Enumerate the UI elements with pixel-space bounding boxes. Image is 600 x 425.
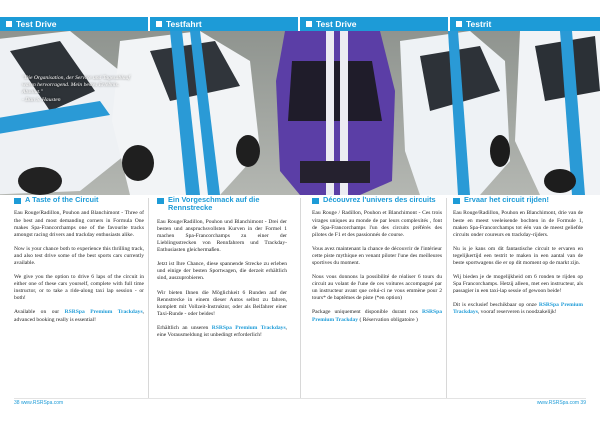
availability-paragraph: [14, 309, 144, 323]
column-divider: [300, 198, 301, 398]
body-paragraph: Nu is je kans om dit fantastische circuit te ervaren en tegelijkertijd een testrit te maken in een aantal van de beste sportwagens die er op dit moment op de markt zijn.: [453, 245, 583, 266]
square-bullet-icon: [306, 21, 312, 27]
column-french: [312, 196, 442, 324]
brand-name: RSRSpa Premium Trackdays: [453, 302, 584, 316]
body-paragraph: Vous avez maintenant la chance de découvrir de l'intérieur cette piste mythique en venant piloter l'une des meilleures sportives du moment.: [312, 245, 442, 266]
body-paragraph: Nous vous donnons la possibilité de réaliser 6 tours du circuit au volant de l'une de ces voitures accompagné par un instructeur avant que celui-ci ne vous emmène pour 2 tours* de baptêmes de piste (*en option): [312, 274, 442, 302]
availability-paragraph: [157, 325, 287, 339]
body-paragraph: Eau Rouge/Radillon, Pouhon and Blanchimont - Three of the best and most demanding corners in Formula One makes Spa-Francorchamps one of the favourite tracks amongst racing drivers and trackday enthusiasts alike.: [14, 210, 144, 238]
availability-suffix: , vooraf reserveren is noodzakelijk!: [477, 309, 557, 316]
white-car-2: [112, 31, 260, 195]
square-bullet-icon: [456, 21, 462, 27]
header-cell-dutch: [450, 17, 600, 31]
header-cell-french: [300, 17, 450, 31]
availability-prefix: Available on our: [14, 309, 60, 316]
square-bullet-icon: [156, 21, 162, 27]
header-label: Test Drive: [16, 19, 57, 29]
column-title: A Taste of the Circuit: [14, 196, 144, 204]
square-bullet-icon: [6, 21, 12, 27]
availability-prefix: Package uniquement disponible durant nos: [312, 309, 418, 316]
availability-suffix: , advanced booking really is essential!: [14, 309, 144, 323]
footer-page-left: 38 www.RSRSpa.com: [14, 400, 64, 406]
section-header-bar: [0, 17, 600, 31]
availability-suffix: ( Réservation obligatoire ): [359, 316, 418, 323]
footer-rule: [14, 398, 586, 399]
body-paragraph: Now is your chance both to experience this thrilling track, and also test drive some of the best sports cars currently available.: [14, 245, 144, 266]
column-title: Ervaar het circuit rijden!: [453, 196, 583, 204]
header-label: Test Drive: [316, 19, 357, 29]
body-paragraph: Eau Rouge / Radillon, Pouhon et Blanchimont - Ces trois virages uniques au monde de par leurs complexités , font de Spa-Francorchamps l'un des circuits préférés des pilotes de F1 et des passionnés de course.: [312, 210, 442, 238]
column-dutch: [453, 196, 583, 317]
availability-paragraph: [453, 302, 583, 316]
quote-text: "Die Organisation, der Service und Tagesablauf waren hervorragend. Mein bestes Erlebnis. Absolut.": [22, 75, 130, 96]
body-paragraph: Wij bieden je de mogelijkheid om 6 ronden te rijden op Spa Francorchamps. Hetzij alleen, met een instructeur, als passagier in een taxi-lap sessie of gewoon beide!: [453, 274, 583, 295]
header-label: Testrit: [466, 19, 492, 29]
testimonial-quote: [22, 75, 140, 104]
cars-photo-illustration: [0, 31, 600, 195]
header-cell-german: [150, 17, 300, 31]
white-car-3: [400, 31, 510, 195]
column-german: [157, 196, 287, 339]
brand-name: RSRSpa Premium Trackdays: [211, 324, 286, 331]
availability-paragraph: [312, 309, 442, 323]
body-paragraph: Eau Rouge/Radillon, Pouhon en Blanchimont, drie van de beste en meest veeleisende bochten in de Formule 1, maken Spa-Francorchamps tot één van de meest geliefde circuits onder coureurs en trackday-rijders.: [453, 210, 583, 238]
availability-prefix: Dit is exclusief beschikbaar op onze: [453, 302, 537, 309]
header-label: Testfahrt: [166, 19, 202, 29]
body-paragraph: Jetzt ist Ihre Chance, diese spannende Strecke zu erleben und einige der besten Sportwagen, die derzeit erhältlich sind, auszuprobieren.: [157, 261, 287, 282]
brand-name: RSRSpa Premium Trackdays: [64, 309, 143, 316]
availability-prefix: Erhältlich an unseren: [157, 324, 209, 331]
column-divider: [446, 198, 447, 398]
header-cell-english: [0, 17, 150, 31]
body-paragraph: We give you the option to drive 6 laps of the circuit in either one of these cars yourself, complete with full time instructor, or to take a ride-along taxi lap session - or both!: [14, 274, 144, 302]
body-paragraph: Eau Rouge/Radillon, Pouhon und Blanchimont - Drei der besten und anspruchsvollsten Kurven in der Formel 1 machen Spa-Francorchamps zu einer der Lieblingsstrecken von Rennfahrern und Trackday-Enthusiasten gleichermaßen.: [157, 218, 287, 254]
brand-name: RSRSpa Premium Trackday: [312, 309, 442, 323]
footer-page-right: www.RSRSpa.com 39: [536, 400, 586, 406]
column-title: Découvrez l'univers des circuits: [312, 196, 442, 204]
cars-photo: [0, 31, 600, 195]
quote-author: - Dan S. Hausten: [22, 96, 61, 103]
body-paragraph: Wir bieten Ihnen die Möglichkeit 6 Runden auf der Rennstrecke in einem dieser Autos selbst zu fahren, komplett mit Vollzeit-Instruktor, oder als Beifahrer einer Taxi-Runde - oder beides!: [157, 289, 287, 317]
column-divider: [148, 198, 149, 398]
column-title: Ein Vorgeschmack auf die Rennstrecke: [157, 196, 287, 213]
column-english: [14, 196, 144, 324]
purple-car: [276, 31, 395, 195]
availability-suffix: , eine Vorausmeldung ist unbedingt erforderlich!: [157, 324, 288, 339]
